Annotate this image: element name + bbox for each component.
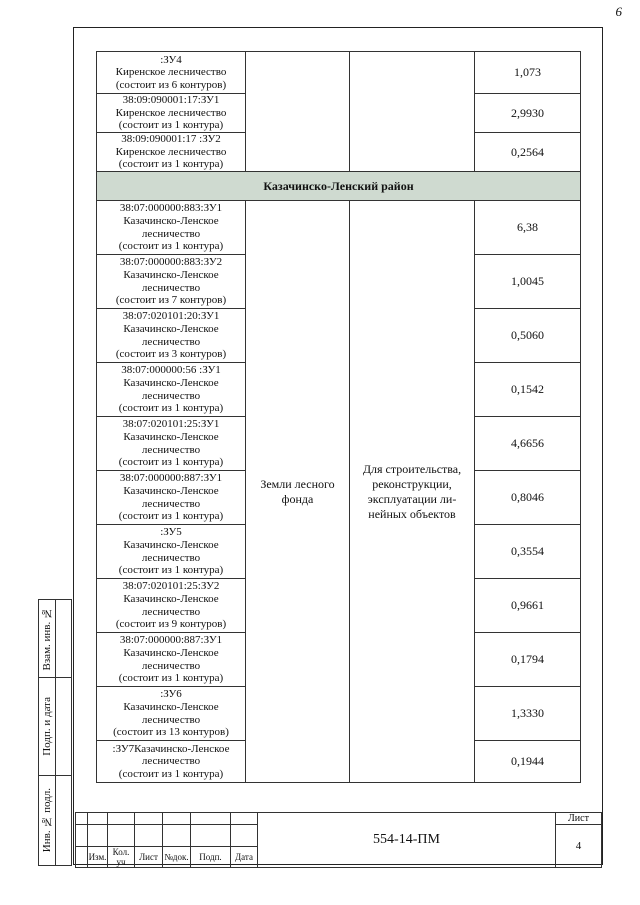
empty-purpose-cell: [350, 52, 475, 172]
sheet-number: 4: [556, 825, 602, 868]
stamp-label-rev: Изм.: [88, 847, 108, 868]
plot-description-line: :ЗУ4: [160, 53, 182, 66]
plot-description-line: Казачинско-Ленское: [123, 484, 219, 497]
plot-description-line: лесничество: [141, 443, 201, 456]
stamp-cell: [108, 825, 135, 847]
plot-description-line: (состоит из 1 контура): [118, 402, 224, 415]
plot-description: [97, 201, 246, 255]
plot-description-line: лесничество: [141, 227, 201, 240]
plot-description-line: лесничество: [141, 659, 201, 672]
plot-description-line: Казачинско-Ленское: [123, 430, 219, 443]
plot-description-line: лесничество: [141, 605, 201, 618]
plot-description: [97, 363, 246, 417]
land-category-cell: [246, 201, 350, 783]
plot-description-line: лесничество: [141, 551, 201, 564]
side-cell: [56, 600, 72, 678]
plot-description-line: (состоит из 1 контура): [118, 767, 224, 780]
plot-area: 1,0045: [475, 255, 581, 309]
stamp-cell: [76, 813, 88, 825]
plot-description: [97, 255, 246, 309]
corner-page-mark: 6: [615, 4, 622, 19]
stamp-label-date: Дата: [231, 847, 258, 868]
plot-area: 0,1794: [475, 633, 581, 687]
plot-description-line: :ЗУ6: [160, 688, 182, 701]
sheet-label: Лист: [556, 813, 602, 825]
plot-description-line: (состоит из 1 контура): [118, 240, 224, 253]
plot-description-line: лесничество: [141, 389, 201, 402]
table-row: [97, 52, 581, 94]
stamp-cell: [191, 825, 231, 847]
plot-description-line: Казачинско-Ленское: [123, 700, 219, 713]
plot-area: 0,2564: [475, 133, 581, 172]
plot-description: [97, 687, 246, 741]
plot-description-line: (состоит из 7 контуров): [115, 294, 227, 307]
plot-description-line: Казачинско-Ленское: [123, 592, 219, 605]
plot-description-line: лесничество: [141, 335, 201, 348]
plot-description-line: Казачинско-Ленское: [123, 214, 219, 227]
empty-category-cell: [246, 52, 350, 172]
plot-description: [97, 133, 246, 172]
plot-area: 2,9930: [475, 94, 581, 133]
stamp-cell: [108, 813, 135, 825]
stamp-label-sheet: Лист: [135, 847, 163, 868]
plot-description-line: 38:07:000000:887:ЗУ1: [119, 634, 223, 647]
stamp-label-qty: Кол. уч: [108, 847, 135, 868]
plot-description-line: (состоит из 9 контуров): [115, 618, 227, 631]
plot-description-line: (состоит из 1 контура): [118, 158, 224, 171]
stamp-cell: [191, 813, 231, 825]
document-code: 554-14-ПМ: [258, 813, 556, 868]
side-label-original-inv: Инв. № подл.: [41, 788, 54, 853]
plot-description-line: лесничество: [141, 497, 201, 510]
plot-description-line: Казачинско-Ленское: [123, 322, 219, 335]
stamp-cell: [231, 813, 258, 825]
plot-area: 0,8046: [475, 471, 581, 525]
land-category-line: фонда: [281, 491, 314, 506]
stamp-cell: [88, 813, 108, 825]
plot-area: 6,38: [475, 201, 581, 255]
stamp-cell: [76, 847, 88, 868]
plot-area: 1,3330: [475, 687, 581, 741]
stamp-cell: [135, 825, 163, 847]
plot-description-line: (состоит из 13 контуров): [113, 726, 229, 739]
plot-description: [97, 417, 246, 471]
plot-description-line: (состоит из 1 контура): [118, 456, 224, 469]
stamp-cell: [76, 825, 88, 847]
plot-description-line: (состоит из 6 контуров): [115, 78, 227, 91]
land-category-line: Земли лесного: [260, 476, 335, 491]
plot-description-line: 38:09:090001:17 :ЗУ2: [121, 133, 221, 146]
plot-description-line: (состоит из 1 контура): [118, 119, 224, 132]
plot-area: 0,5060: [475, 309, 581, 363]
district-header: Казачинско-Ленский район: [97, 172, 581, 201]
plot-area: 4,6656: [475, 417, 581, 471]
stamp-cell: [88, 825, 108, 847]
title-block: [75, 812, 602, 868]
purpose-cell: [350, 201, 475, 783]
side-stamp: [38, 599, 72, 866]
plot-description-line: (состоит из 3 контуров): [115, 348, 227, 361]
plot-area: 0,1944: [475, 741, 581, 783]
plot-description-line: Казачинско-Ленское: [123, 376, 219, 389]
plot-description-line: :ЗУ7Казачинско-Ленское: [112, 742, 230, 755]
plot-area: 0,3554: [475, 525, 581, 579]
plot-description-line: лесничество: [141, 755, 201, 768]
side-cell: [56, 776, 72, 866]
plot-description: [97, 94, 246, 133]
plot-description-line: 38:07:020101:25:ЗУ1: [122, 418, 220, 431]
plot-description: [97, 741, 246, 783]
stamp-label-sign: Подп.: [191, 847, 231, 868]
plot-description-line: Казачинско-Ленское: [123, 268, 219, 281]
plot-description-line: (состоит из 1 контура): [118, 672, 224, 685]
plot-description: [97, 52, 246, 94]
stamp-cell: [163, 813, 191, 825]
plot-description: [97, 471, 246, 525]
purpose-line: реконструкции,: [372, 476, 452, 491]
plot-description-line: Казачинско-Ленское: [123, 538, 219, 551]
plot-description-line: 38:07:000000:883:ЗУ2: [119, 256, 223, 269]
plot-description-line: Казачинско-Ленское: [123, 646, 219, 659]
side-label-replaced-inv: Взам. инв. №: [41, 606, 54, 671]
plot-description-line: 38:07:020101:25:ЗУ2: [122, 580, 220, 593]
plot-description-line: 38:09:090001:17:ЗУ1: [122, 94, 220, 107]
plot-description-line: :ЗУ5: [160, 526, 182, 539]
plot-description-line: лесничество: [141, 713, 201, 726]
plot-description-line: Киренское лесничество: [115, 106, 227, 119]
stamp-label-docno: №док.: [163, 847, 191, 868]
plot-description-line: (состоит из 1 контура): [118, 510, 224, 523]
plot-description-line: 38:07:000000:56 :ЗУ1: [121, 364, 221, 377]
plot-description-line: 38:07:020101:20:ЗУ1: [122, 310, 220, 323]
plot-area: 0,1542: [475, 363, 581, 417]
plot-description: [97, 525, 246, 579]
plot-description: [97, 579, 246, 633]
land-plots-table: [96, 51, 581, 783]
stamp-cell: [135, 813, 163, 825]
stamp-cell: [163, 825, 191, 847]
side-cell: [56, 678, 72, 776]
stamp-cell: [231, 825, 258, 847]
plot-description-line: Киренское лесничество: [115, 66, 227, 79]
side-label-sign-date: Подп. и дата: [41, 697, 54, 756]
plot-area: 1,073: [475, 52, 581, 94]
purpose-line: Для строительства,: [362, 461, 462, 476]
plot-description-line: лесничество: [141, 281, 201, 294]
plot-description-line: 38:07:000000:883:ЗУ1: [119, 202, 223, 215]
plot-description-line: Киренское лесничество: [115, 145, 227, 158]
district-header-row: [97, 172, 581, 201]
plot-description-line: (состоит из 1 контура): [118, 564, 224, 577]
plot-description: [97, 309, 246, 363]
purpose-line: эксплуатации ли-: [367, 491, 457, 506]
plot-description: [97, 633, 246, 687]
purpose-line: нейных объектов: [368, 506, 456, 521]
plot-description-line: 38:07:000000:887:ЗУ1: [119, 472, 223, 485]
table-row: [97, 201, 581, 255]
plot-area: 0,9661: [475, 579, 581, 633]
